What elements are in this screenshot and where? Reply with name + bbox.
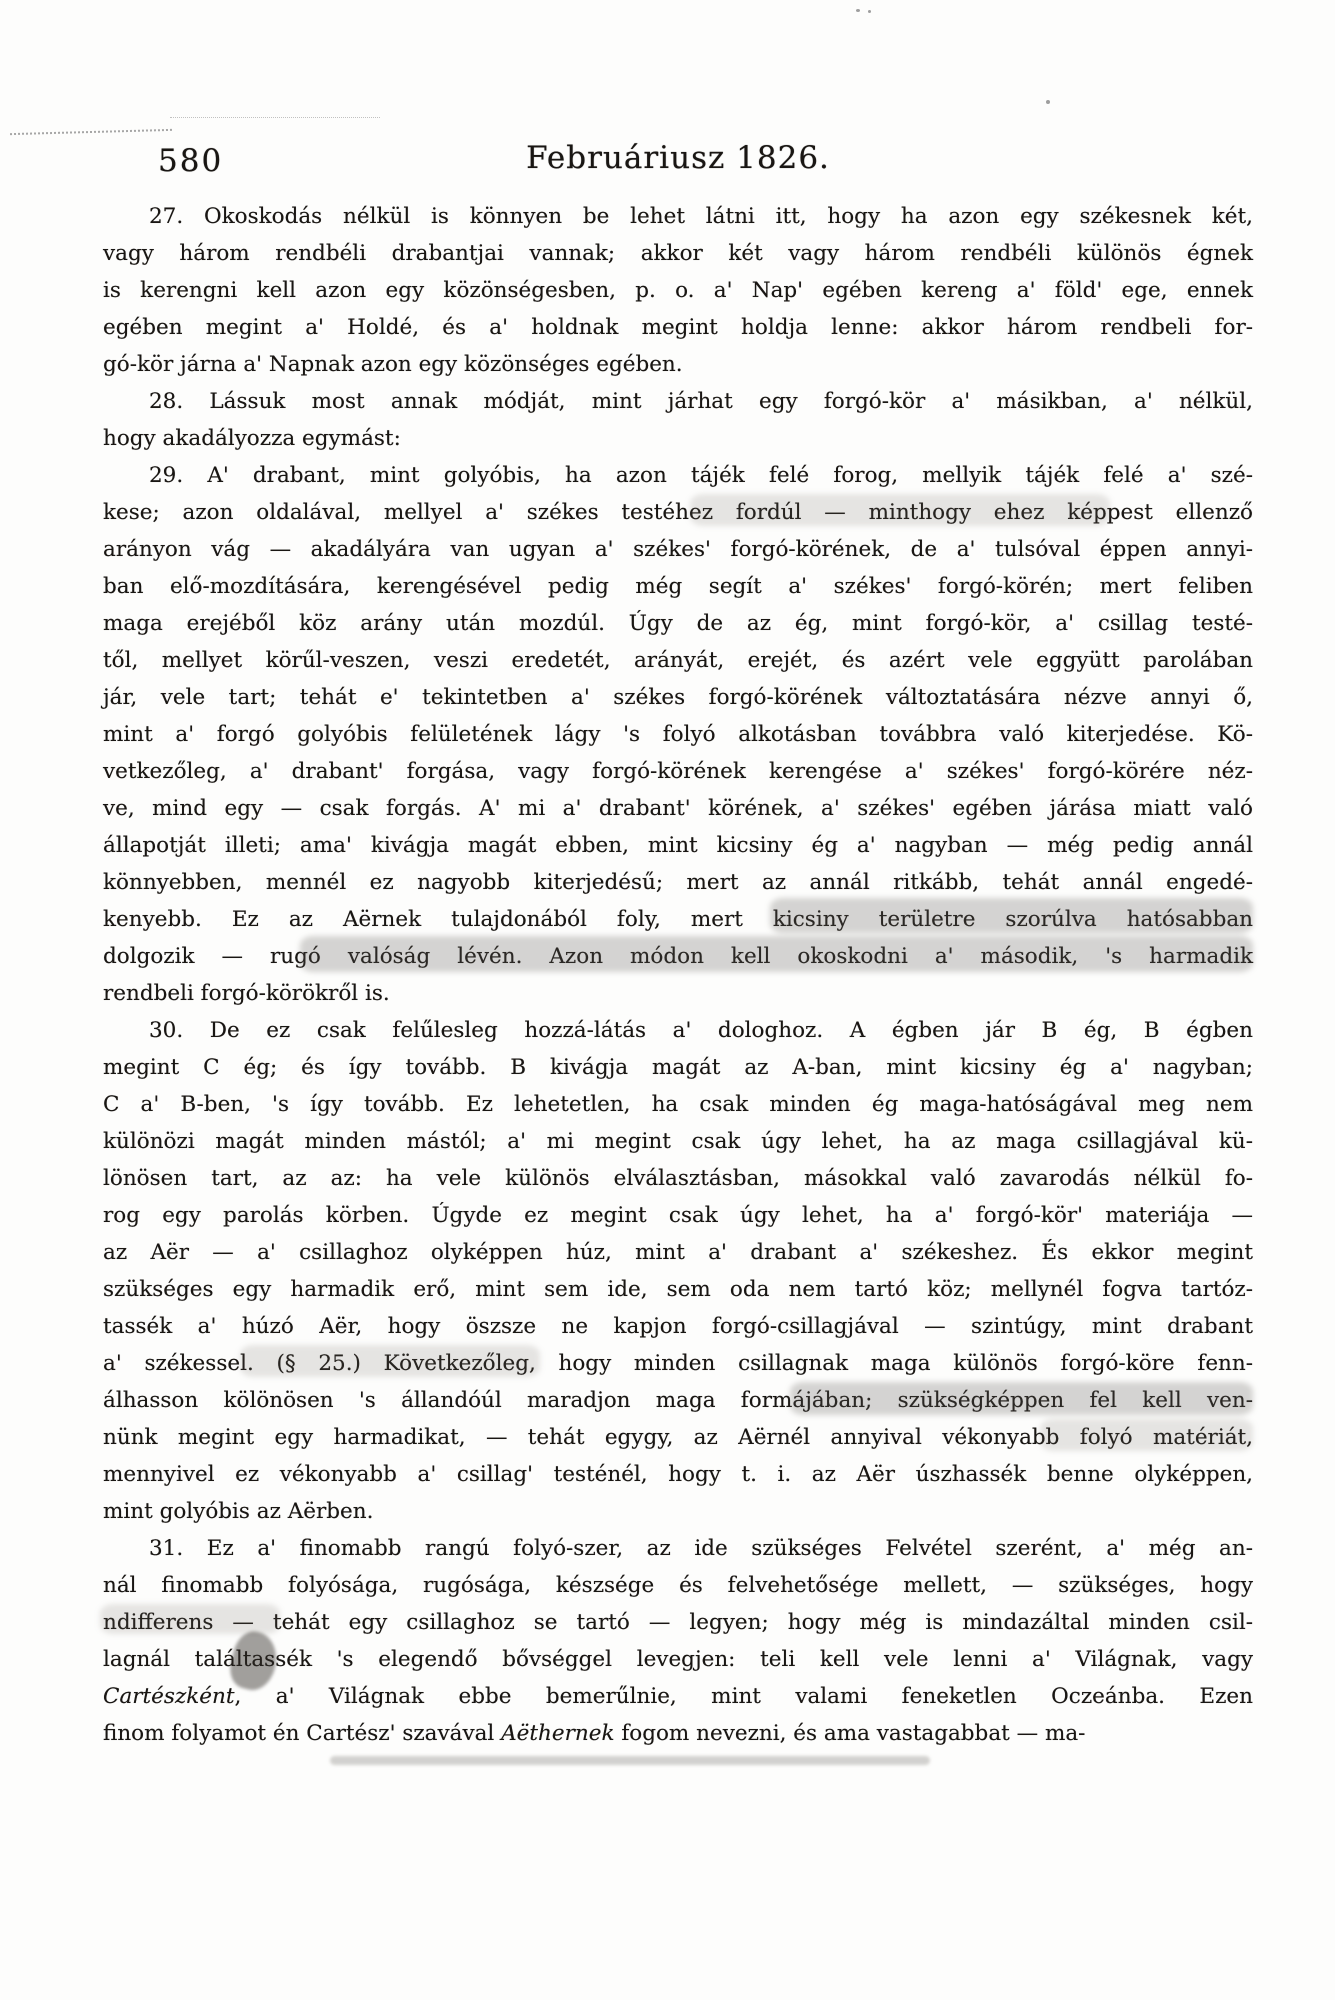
text-line: az Aër — a' csillaghoz olyképpen húz, mint a' drabant a' székeshez. És ekkor megint <box>103 1240 1253 1265</box>
text-line: től, mellyet körűl-veszen, veszi eredetét, arányát, erejét, és azért vele eggyütt parolában <box>103 648 1253 673</box>
text-line: a' székessel. (§ 25.) Következőleg, hogy minden csillagnak maga különös forgó-köre fenn- <box>103 1351 1253 1376</box>
text-line: könnyebben, mennél ez nagyobb kiterjedésű; mert az annál ritkább, tehát annál engedé- <box>103 870 1253 895</box>
text-line: lagnál találtassék 's elegendő bővséggel levegjen: teli kell vele lenni a' Világnak, vagy <box>103 1647 1253 1672</box>
scan-speck <box>856 9 860 12</box>
text-line: mennyivel ez vékonyabb a' csillag' testénél, hogy t. i. az Aër úszhassék benne olyképpen, <box>103 1462 1253 1487</box>
page-header <box>103 140 1253 190</box>
text-line: nünk megint egy harmadikat, — tehát egygy, az Aërnél annyival vékonyabb folyó matériát, <box>103 1425 1253 1450</box>
text-line: 31. Ez a' finomabb rangú folyó-szer, az ide szükséges Felvétel szerént, a' még an- <box>149 1536 1253 1561</box>
text-line: rog egy parolás körben. Úgyde ez megint csak úgy lehet, ha a' forgó-kör' materiája — <box>103 1203 1253 1228</box>
text-line: tassék a' húzó Aër, hogy öszsze ne kapjon forgó-csillagjával — szintúgy, mint drabant <box>103 1314 1253 1339</box>
document-body <box>103 198 1253 1752</box>
text-line: 30. De ez csak felűlesleg hozzá-látás a' dologhoz. A égben jár B ég, B égben <box>149 1018 1253 1043</box>
text-line: arányon vág — akadályára van ugyan a' székes' forgó-körének, de a' tulsóval éppen annyi- <box>103 537 1253 562</box>
text-line: 29. A' drabant, mint golyóbis, ha azon tájék felé forog, mellyik tájék felé a' szé- <box>149 463 1253 488</box>
text-line: különözi magát minden mástól; a' mi megint csak úgy lehet, ha az maga csillagjával kü- <box>103 1129 1253 1154</box>
text-line: vetkezőleg, a' drabant' forgása, vagy forgó-körének kerengése a' székes' forgó-körére néz- <box>103 759 1253 784</box>
text-line: nál finomabb folyósága, rugósága, készsége és felvehetősége mellett, — szükséges, hogy <box>103 1573 1253 1598</box>
text-line: dolgozik — rugó valóság lévén. Azon módon kell okoskodni a' második, 's harmadik <box>103 944 1253 969</box>
scan-scratch <box>10 129 172 135</box>
scan-scratch <box>170 117 380 118</box>
scan-speck <box>1046 100 1050 104</box>
text-line: 28. Lássuk most annak módját, mint járhat egy forgó-kör a' másikban, a' nélkül, <box>149 389 1253 414</box>
text-line: szükséges egy harmadik erő, mint sem ide, sem oda nem tartó köz; mellynél fogva tartóz- <box>103 1277 1253 1302</box>
text-line: C a' B-ben, 's így tovább. Ez lehetetlen, ha csak minden ég maga-hatóságával meg nem <box>103 1092 1253 1117</box>
ink-smudge <box>330 1756 930 1765</box>
paragraph <box>103 1530 1253 1752</box>
page-title: Februáriusz 1826. <box>526 140 830 176</box>
text-line: 27. Okoskodás nélkül is könnyen be lehet látni itt, hogy ha azon egy székesnek két, <box>149 204 1253 229</box>
text-line: rendbeli forgó-körökről is. <box>103 981 390 1006</box>
paragraph <box>103 457 1253 1012</box>
text-line: gó-kör járna a' Napnak azon egy közönséges egében. <box>103 352 683 377</box>
italic-text: Cartészként <box>103 1684 235 1709</box>
text-line: ndifferens — tehát egy csillaghoz se tartó — legyen; hogy még is mindazáltal minden csil- <box>103 1610 1253 1635</box>
text-line: kese; azon oldalával, mellyel a' székes testéhez fordúl — minthogy ehez képpest ellenző <box>103 500 1253 525</box>
text-line: álhasson kölönösen 's állandóúl maradjon maga formájában; szükségképpen fel kell ven- <box>103 1388 1253 1413</box>
text-line: kenyebb. Ez az Aërnek tulajdonából foly, mert kicsiny területre szorúlva hatósabban <box>103 907 1253 932</box>
text-line: állapotját illeti; ama' kivágja magát ebben, mint kicsiny ég a' nagyban — még pedig annál <box>103 833 1253 858</box>
text-line: is kerengni kell azon egy közönségesben, p. o. a' Nap' egében kereng a' föld' ege, ennek <box>103 278 1253 303</box>
text-line: mint golyóbis az Aërben. <box>103 1499 374 1524</box>
text-line: Cartészként, a' Világnak ebbe bemerűlnie, mint valami feneketlen Oczeánba. Ezen <box>103 1684 1253 1709</box>
text-line: hogy akadályozza egymást: <box>103 426 401 451</box>
text-line: egében megint a' Holdé, és a' holdnak megint holdja lenne: akkor három rendbeli for- <box>103 315 1253 340</box>
page-number: 580 <box>158 143 224 179</box>
text-line: vagy három rendbéli drabantjai vannak; akkor két vagy három rendbéli különös égnek <box>103 241 1253 266</box>
text-line: megint C ég; és így tovább. B kivágja magát az A-ban, mint kicsiny ég a' nagyban; <box>103 1055 1253 1080</box>
paragraph <box>103 383 1253 457</box>
text-line: lönösen tart, az az: ha vele különös elválasztásban, másokkal való zavarodás nélkül fo- <box>103 1166 1253 1191</box>
text-line: maga erejéből köz arány után mozdúl. Úgy de az ég, mint forgó-kör, a' csillag testé- <box>103 611 1253 636</box>
italic-text: Aëthernek <box>501 1721 615 1746</box>
text-line: jár, vele tart; tehát e' tekintetben a' székes forgó-körének változtatására nézve annyi ő, <box>103 685 1253 710</box>
text-line: ve, mind egy — csak forgás. A' mi a' drabant' körének, a' székes' egében járása miatt való <box>103 796 1253 821</box>
text-line: mint a' forgó golyóbis felületének lágy 's folyó alkotásban továbbra való kiterjedése. Kö- <box>103 722 1253 747</box>
text-line: ban elő-mozdítására, kerengésével pedig még segít a' székes' forgó-körén; mert feliben <box>103 574 1253 599</box>
paragraph <box>103 1012 1253 1530</box>
text-line: finom folyamot én Cartész' szavával Aëthernek fogom nevezni, és ama vastagabbat — ma- <box>103 1721 1086 1746</box>
scan-speck <box>868 10 871 13</box>
paragraph <box>103 198 1253 383</box>
